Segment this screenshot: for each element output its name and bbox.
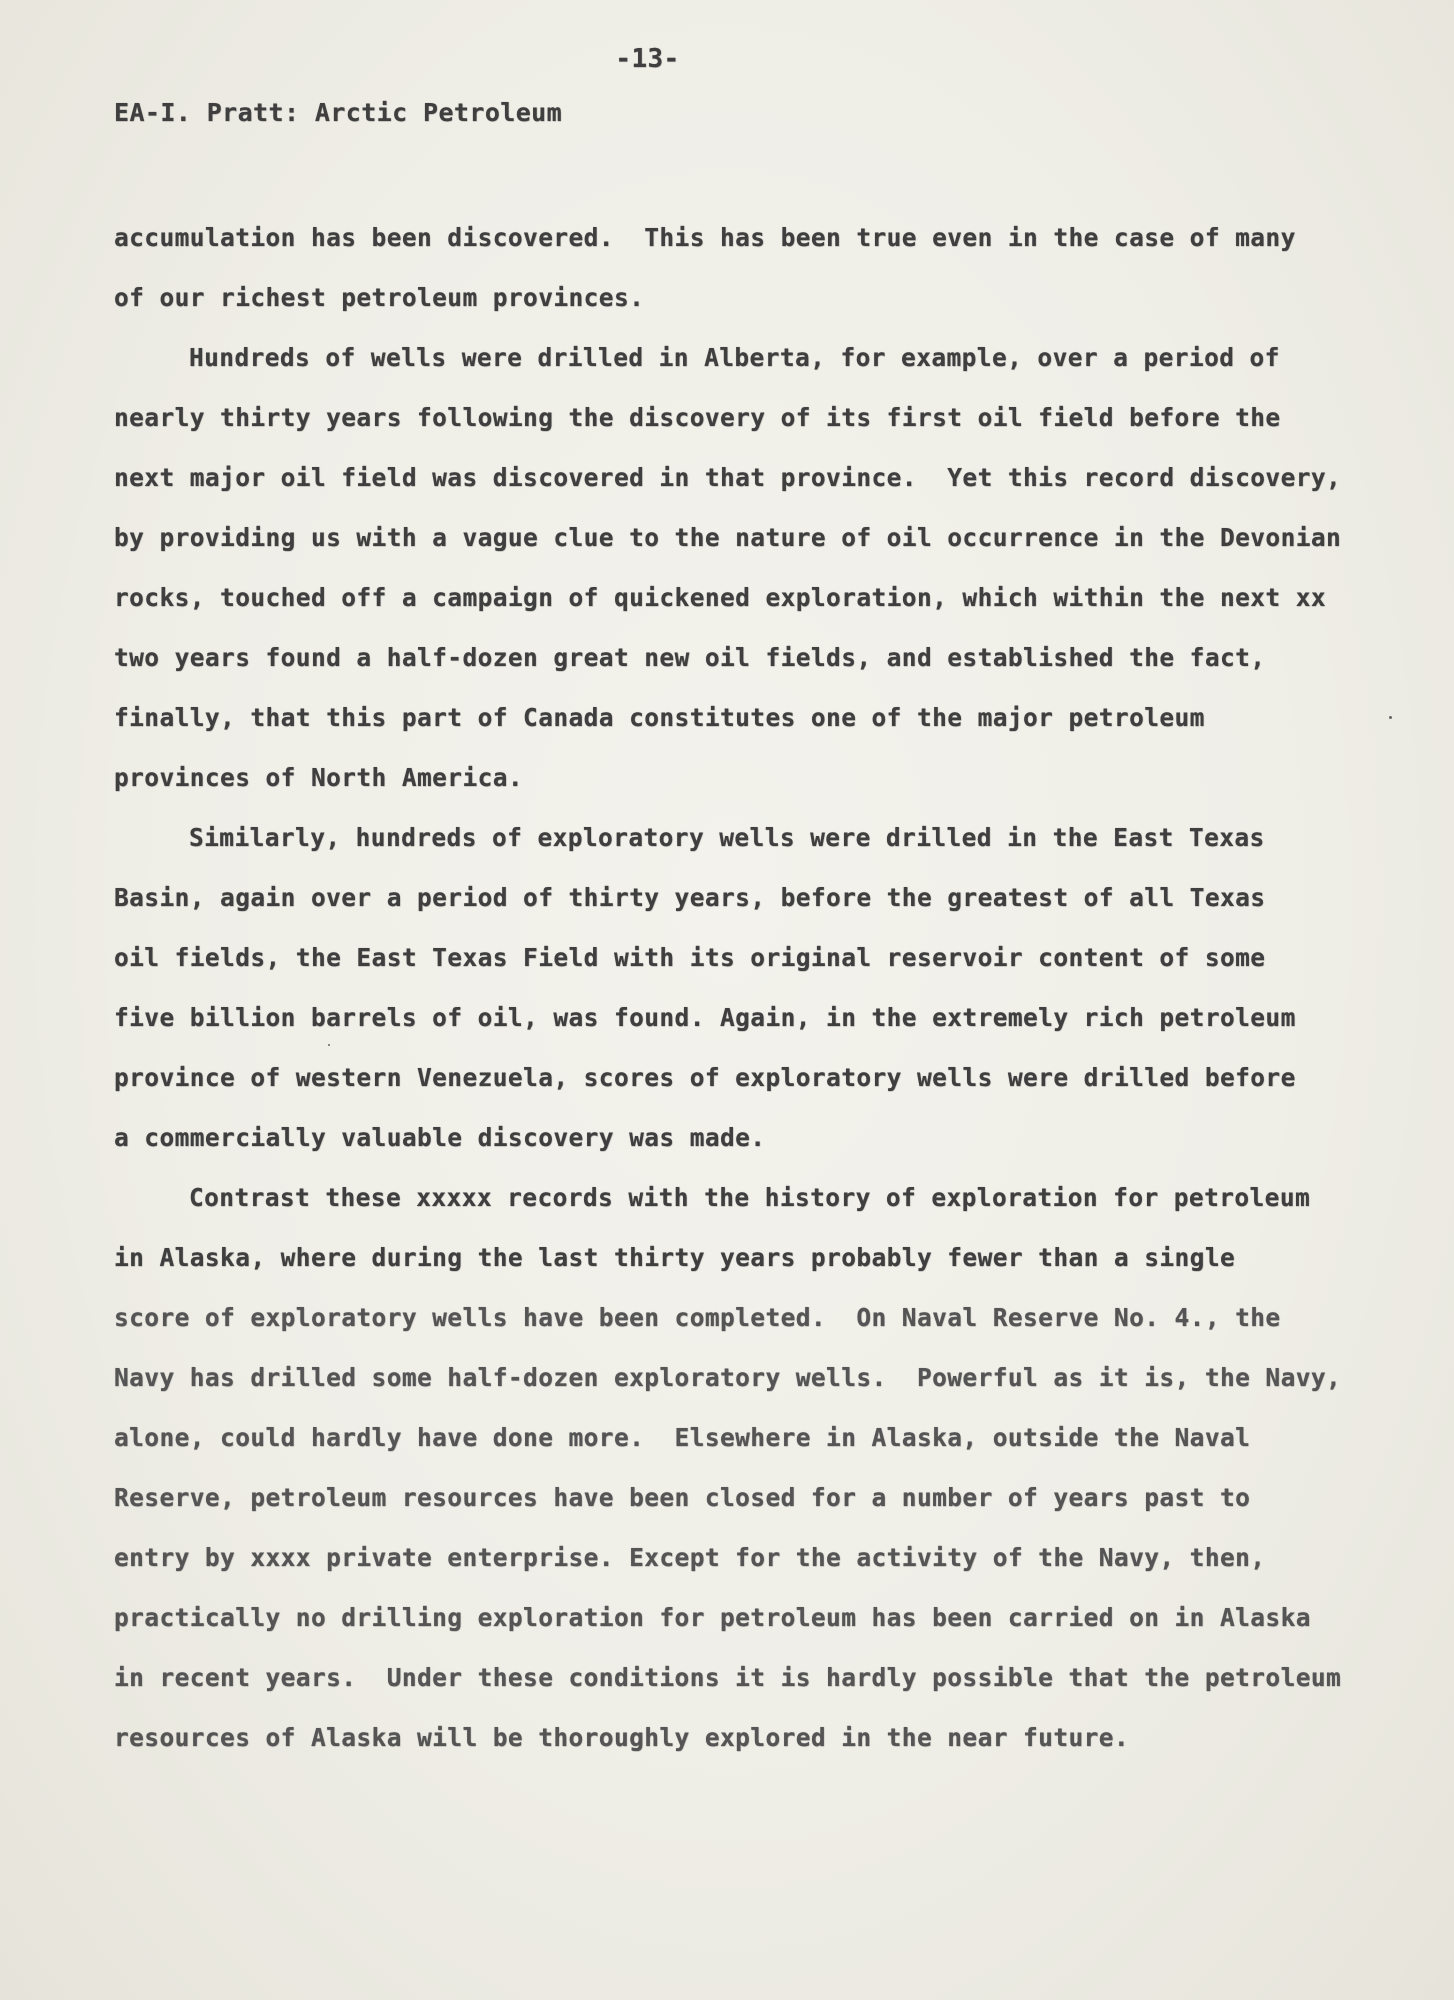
text-line: finally, that this part of Canada constitutes one of the major petroleum [114,703,1205,732]
text-line: rocks, touched off a campaign of quickened exploration, which within the next xx [114,583,1327,612]
text-line: Reserve, petroleum resources have been closed for a number of years past to [114,1483,1251,1512]
text-line: in Alaska, where during the last thirty years probably fewer than a single [114,1243,1236,1272]
text-line: alone, could hardly have done more. Elsewhere in Alaska, outside the Naval [114,1423,1251,1452]
text-line: oil fields, the East Texas Field with its original reservoir content of some [114,943,1266,972]
text-line: provinces of North America. [114,763,524,792]
text-line: next major oil field was discovered in that province. Yet this record discovery, [114,463,1342,492]
text-line: entry by xxxx private enterprise. Except for the activity of the Navy, then, [114,1543,1266,1572]
paper-speck [1389,716,1392,719]
text-line: province of western Venezuela, scores of exploratory wells were drilled before [114,1063,1296,1092]
paragraph-start-line: Similarly, hundreds of exploratory wells were drilled in the East Texas [189,823,1265,852]
text-line: in recent years. Under these conditions it is hardly possible that the petroleum [114,1663,1342,1692]
text-line: five billion barrels of oil, was found. Again, in the extremely rich petroleum [114,1003,1296,1032]
paragraph-start-line: Contrast these xxxxx records with the history of exploration for petroleum [189,1183,1311,1212]
text-line: Basin, again over a period of thirty years, before the greatest of all Texas [114,883,1266,912]
text-line: nearly thirty years following the discovery of its first oil field before the [114,403,1281,432]
running-header: EA-I. Pratt: Arctic Petroleum [114,98,563,127]
body-text [114,214,1364,1774]
paragraph-start-line: Hundreds of wells were drilled in Alberta, for example, over a period of [189,343,1280,372]
paper-speck [328,1044,330,1046]
text-line: Navy has drilled some half-dozen exploratory wells. Powerful as it is, the Navy, [114,1363,1342,1392]
text-line: resources of Alaska will be thoroughly explored in the near future. [114,1723,1130,1752]
text-line: of our richest petroleum provinces. [114,283,645,312]
text-line: accumulation has been discovered. This has been true even in the case of many [114,223,1296,252]
text-line: two years found a half-dozen great new oil fields, and established the fact, [114,643,1266,672]
text-line: a commercially valuable discovery was made. [114,1123,766,1152]
page-number: -13- [615,44,680,74]
text-line: score of exploratory wells have been completed. On Naval Reserve No. 4., the [114,1303,1281,1332]
text-line: by providing us with a vague clue to the nature of oil occurrence in the Devonian [114,523,1342,552]
text-line: practically no drilling exploration for petroleum has been carried on in Alaska [114,1603,1311,1632]
